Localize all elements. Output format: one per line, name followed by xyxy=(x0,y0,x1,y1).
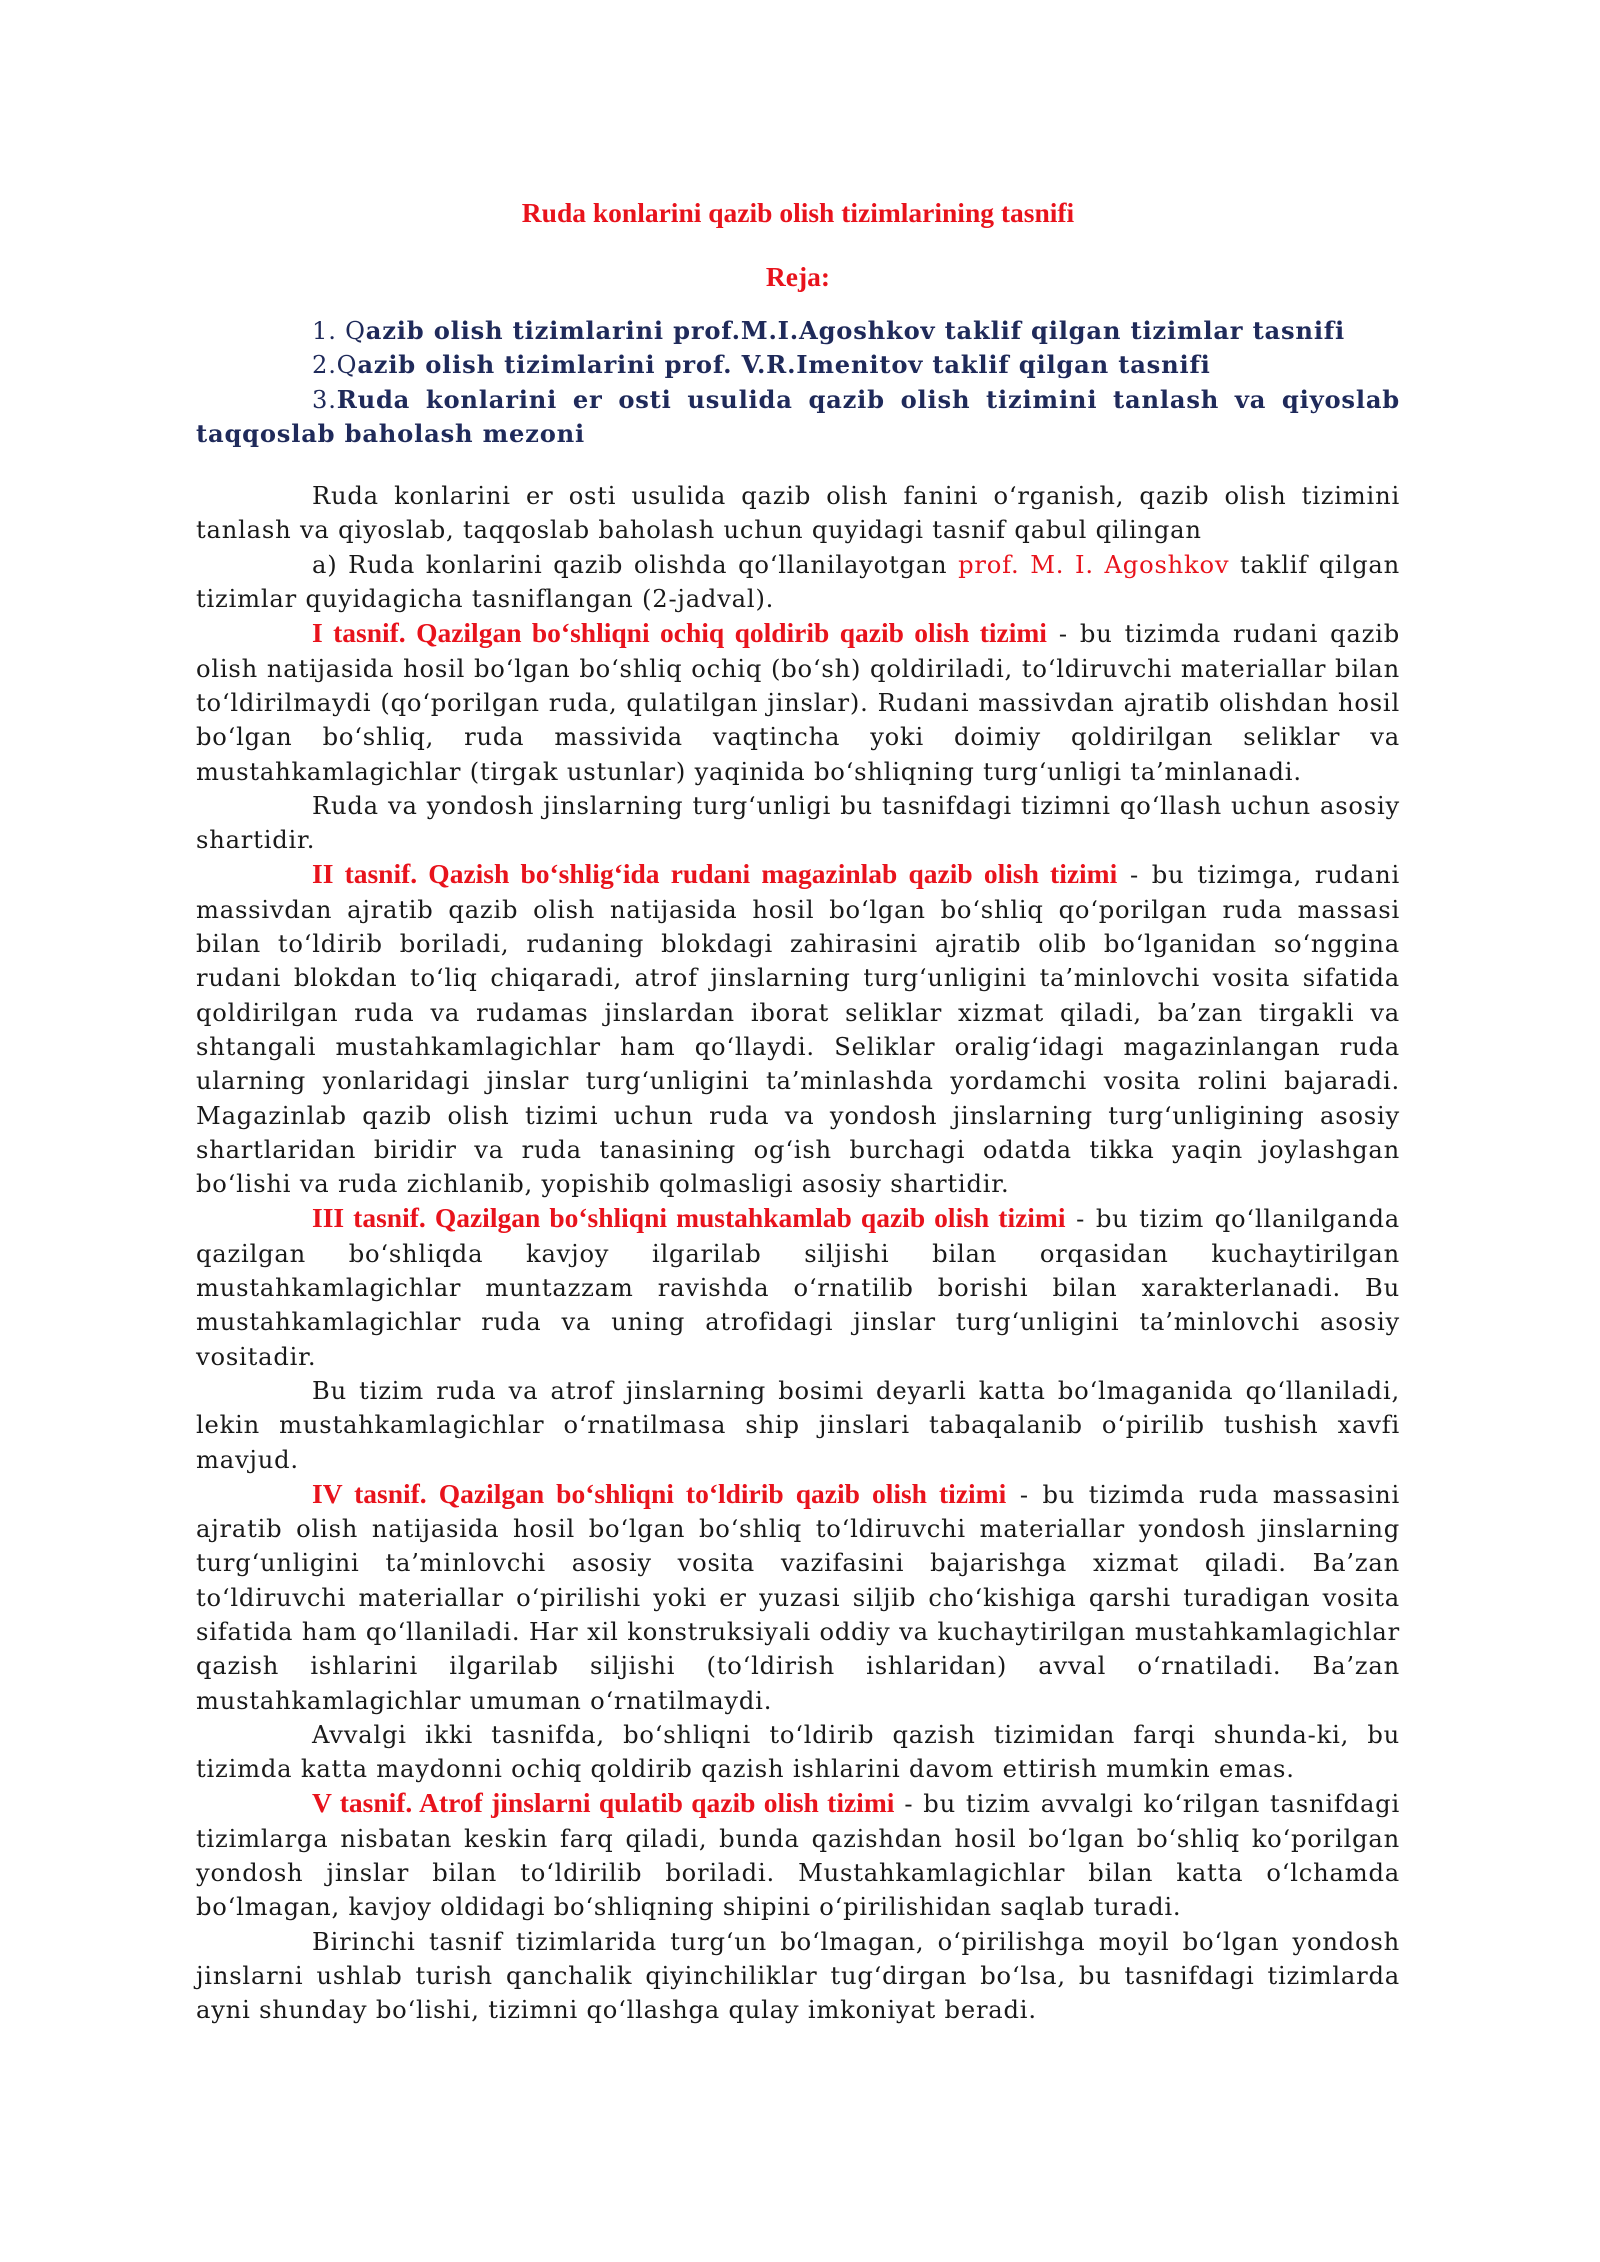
class-3-text: - bu tizim qo‘llanilganda qazilgan bo‘shliqda kavjoy ilgarilab siljishi bilan orqasidan kuchaytirilgan mustahkamlagichlar muntazzam ravishda o‘rnatilib borishi bilan xarakterlanadi. Bu mustahkamlagichlar ruda va uning atrofidagi jinslar turg‘unligini ta’minlovchi asosiy vositadir. xyxy=(196,1205,1400,1371)
plan-item-number: 2.Q xyxy=(312,351,358,380)
class-2-paragraph xyxy=(196,857,1400,1201)
class-1-text: - bu tizimda rudani qazib olish natijasida hosil bo‘lgan bo‘shliq ochiq (bo‘sh) qoldiriladi, to‘ldiruvchi materiallar bilan to‘ldirilmaydi (qo‘porilgan ruda, qulatilgan jinslar). Rudani massivdan ajratib olishdan hosil bo‘lgan bo‘shliq, ruda massivida vaqtincha yoki doimiy qoldirilgan seliklar va mustahkamlagichlar (tirgak ustunlar) yaqinida bo‘shliqning turg‘unligi ta’minlanadi. xyxy=(196,620,1400,786)
agoshkov-paragraph xyxy=(196,548,1400,617)
class-5-paragraph xyxy=(196,1786,1400,1924)
plan-item-text: azib olish tizimlarini prof. V.R.Imenitov taklif qilgan tasnifi xyxy=(357,350,1211,380)
paragraph-text: taklif qilgan tizimlar quyidagicha tasniflangan (2-jadval). xyxy=(196,550,1401,614)
class-1-note: Ruda va yondosh jinslarning turg‘unligi bu tasnifdagi tizimni qo‘llash uchun asosiy shartidir. xyxy=(196,791,1400,855)
class-3-heading: III tasnif. Qazilgan bo‘shliqni mustahkamlab qazib olish tizimi xyxy=(312,1202,1066,1234)
plan-heading: Reja: xyxy=(765,261,831,292)
plan-item xyxy=(196,348,1400,382)
class-4-paragraph xyxy=(196,1477,1400,1718)
plan-item xyxy=(196,383,1400,452)
document-title: Ruda konlarini qazib olish tizimlarining tasnifi xyxy=(521,197,1075,228)
class-4-heading: IV tasnif. Qazilgan bo‘shliqni to‘ldirib qazib olish tizimi xyxy=(312,1477,1007,1509)
paragraph-text: a) Ruda konlarini qazib olishda qo‘llanilayotgan xyxy=(312,550,959,579)
document-content xyxy=(196,190,1400,2028)
class-2-text: - bu tizimga, rudani massivdan ajratib qazib olish natijasida hosil bo‘lgan bo‘shliq qo‘porilgan ruda massasi bilan to‘ldirib boriladi, rudaning blokdagi zahirasini ajratib olib bo‘lganidan so‘nggina rudani blokdan to‘liq chiqaradi, atrof jinslarning turg‘unligini ta’minlovchi vosita sifatida qoldirilgan ruda va rudamas jinslardan iborat seliklar xizmat qiladi, ba’zan tirgakli va shtangali mustahkamlagichlar ham qo‘llaydi. Seliklar oralig‘idagi magazinlangan ruda ularning yonlaridagi jinslar turg‘unligini ta’minlashda yordamchi vosita rolini bajaradi. Magazinlab qazib olish tizimi uchun ruda va yondosh jinslarning turg‘unligining asosiy shartlaridan biridir va ruda tanasining og‘ish burchagi odatda tikka yaqin joylashgan bo‘lishi va ruda zichlanib, yopishib qolmasligi asosiy shartidir. xyxy=(196,861,1401,1199)
plan-item-text: Ruda konlarini er osti usulida qazib olish tizimini tanlash va qiyoslab taqqoslab baholash mezoni xyxy=(196,384,1400,448)
class-4-note: Avvalgi ikki tasnifda, bo‘shliqni to‘ldirib qazish tizimidan farqi shunda-ki, bu tizimda katta maydonni ochiq qoldirib qazish ishlarini davom ettirish mumkin emas. xyxy=(196,1720,1400,1784)
class-5-text: - bu tizim avvalgi ko‘rilgan tasnifdagi tizimlarga nisbatan keskin farq qiladi, bunda qazishdan hosil bo‘lgan bo‘shliq ko‘porilgan yondosh jinslar bilan to‘ldirilib boriladi. Mustahkamlagichlar bilan katta o‘lchamda bo‘lmagan, kavjoy oldidagi bo‘shliqning shipini o‘pirilishidan saqlab turadi. xyxy=(196,1790,1400,1922)
class-3-paragraph xyxy=(196,1201,1400,1373)
plan-list xyxy=(196,314,1400,451)
plan-item-number: 3. xyxy=(312,385,337,414)
class-5-heading: V tasnif. Atrof jinslarni qulatib qazib olish tizimi xyxy=(312,1787,895,1819)
plan-item xyxy=(196,314,1400,348)
intro-paragraph: Ruda konlarini er osti usulida qazib olish fanini o‘rganish, qazib olish tizimini tanlash va qiyoslab, taqqoslab baholash uchun quyidagi tasnif qabul qilingan xyxy=(196,482,1400,545)
class-1-heading: I tasnif. Qazilgan bo‘shliqni ochiq qoldirib qazib olish tizimi xyxy=(312,617,1047,649)
class-1-paragraph xyxy=(196,616,1400,788)
plan-item-text: azib olish tizimlarini prof.M.I.Agoshkov taklif qilgan tizimlar tasnifi xyxy=(365,316,1346,345)
author-name: prof. M. I. Agoshkov xyxy=(958,550,1230,579)
class-4-text: - bu tizimda ruda massasini ajratib olish natijasida hosil bo‘lgan bo‘shliq to‘ldiruvchi materiallar yondosh jinslarning turg‘unligini ta’minlovchi asosiy vosita vazifasini bajarishga xizmat qiladi. Ba’zan to‘ldiruvchi materiallar o‘pirilishi yoki er yuzasi siljib cho‘kishiga qarshi turadigan vosita sifatida ham qo‘llaniladi. Har xil konstruksiyali oddiy va kuchaytirilgan mustahkamlagichlar qazish ishlarini ilgarilab siljishi (to‘ldirish ishlaridan) avval o‘rnatiladi. Ba’zan mustahkamlagichlar umuman o‘rnatilmaydi. xyxy=(196,1480,1400,1715)
document-body xyxy=(196,479,1400,2027)
class-5-note: Birinchi tasnif tizimlarida turg‘un bo‘lmagan, o‘pirilishga moyil bo‘lgan yondosh jinslarni ushlab turish qanchalik qiyinchiliklar tug‘dirgan bo‘lsa, bu tasnifdagi tizimlarda ayni shunday bo‘lishi, tizimni qo‘llashga qulay imkoniyat beradi. xyxy=(196,1927,1400,2025)
class-2-heading: II tasnif. Qazish bo‘shlig‘ida rudani magazinlab qazib olish tizimi xyxy=(312,858,1118,890)
class-3-note: Bu tizim ruda va atrof jinslarning bosimi deyarli katta bo‘lmaganida qo‘llaniladi, lekin mustahkamlagichlar o‘rnatilmasa ship jinslari tabaqalanib o‘pirilib tushish xavfi mavjud. xyxy=(196,1376,1400,1474)
plan-item-number: 1. Q xyxy=(312,317,366,345)
